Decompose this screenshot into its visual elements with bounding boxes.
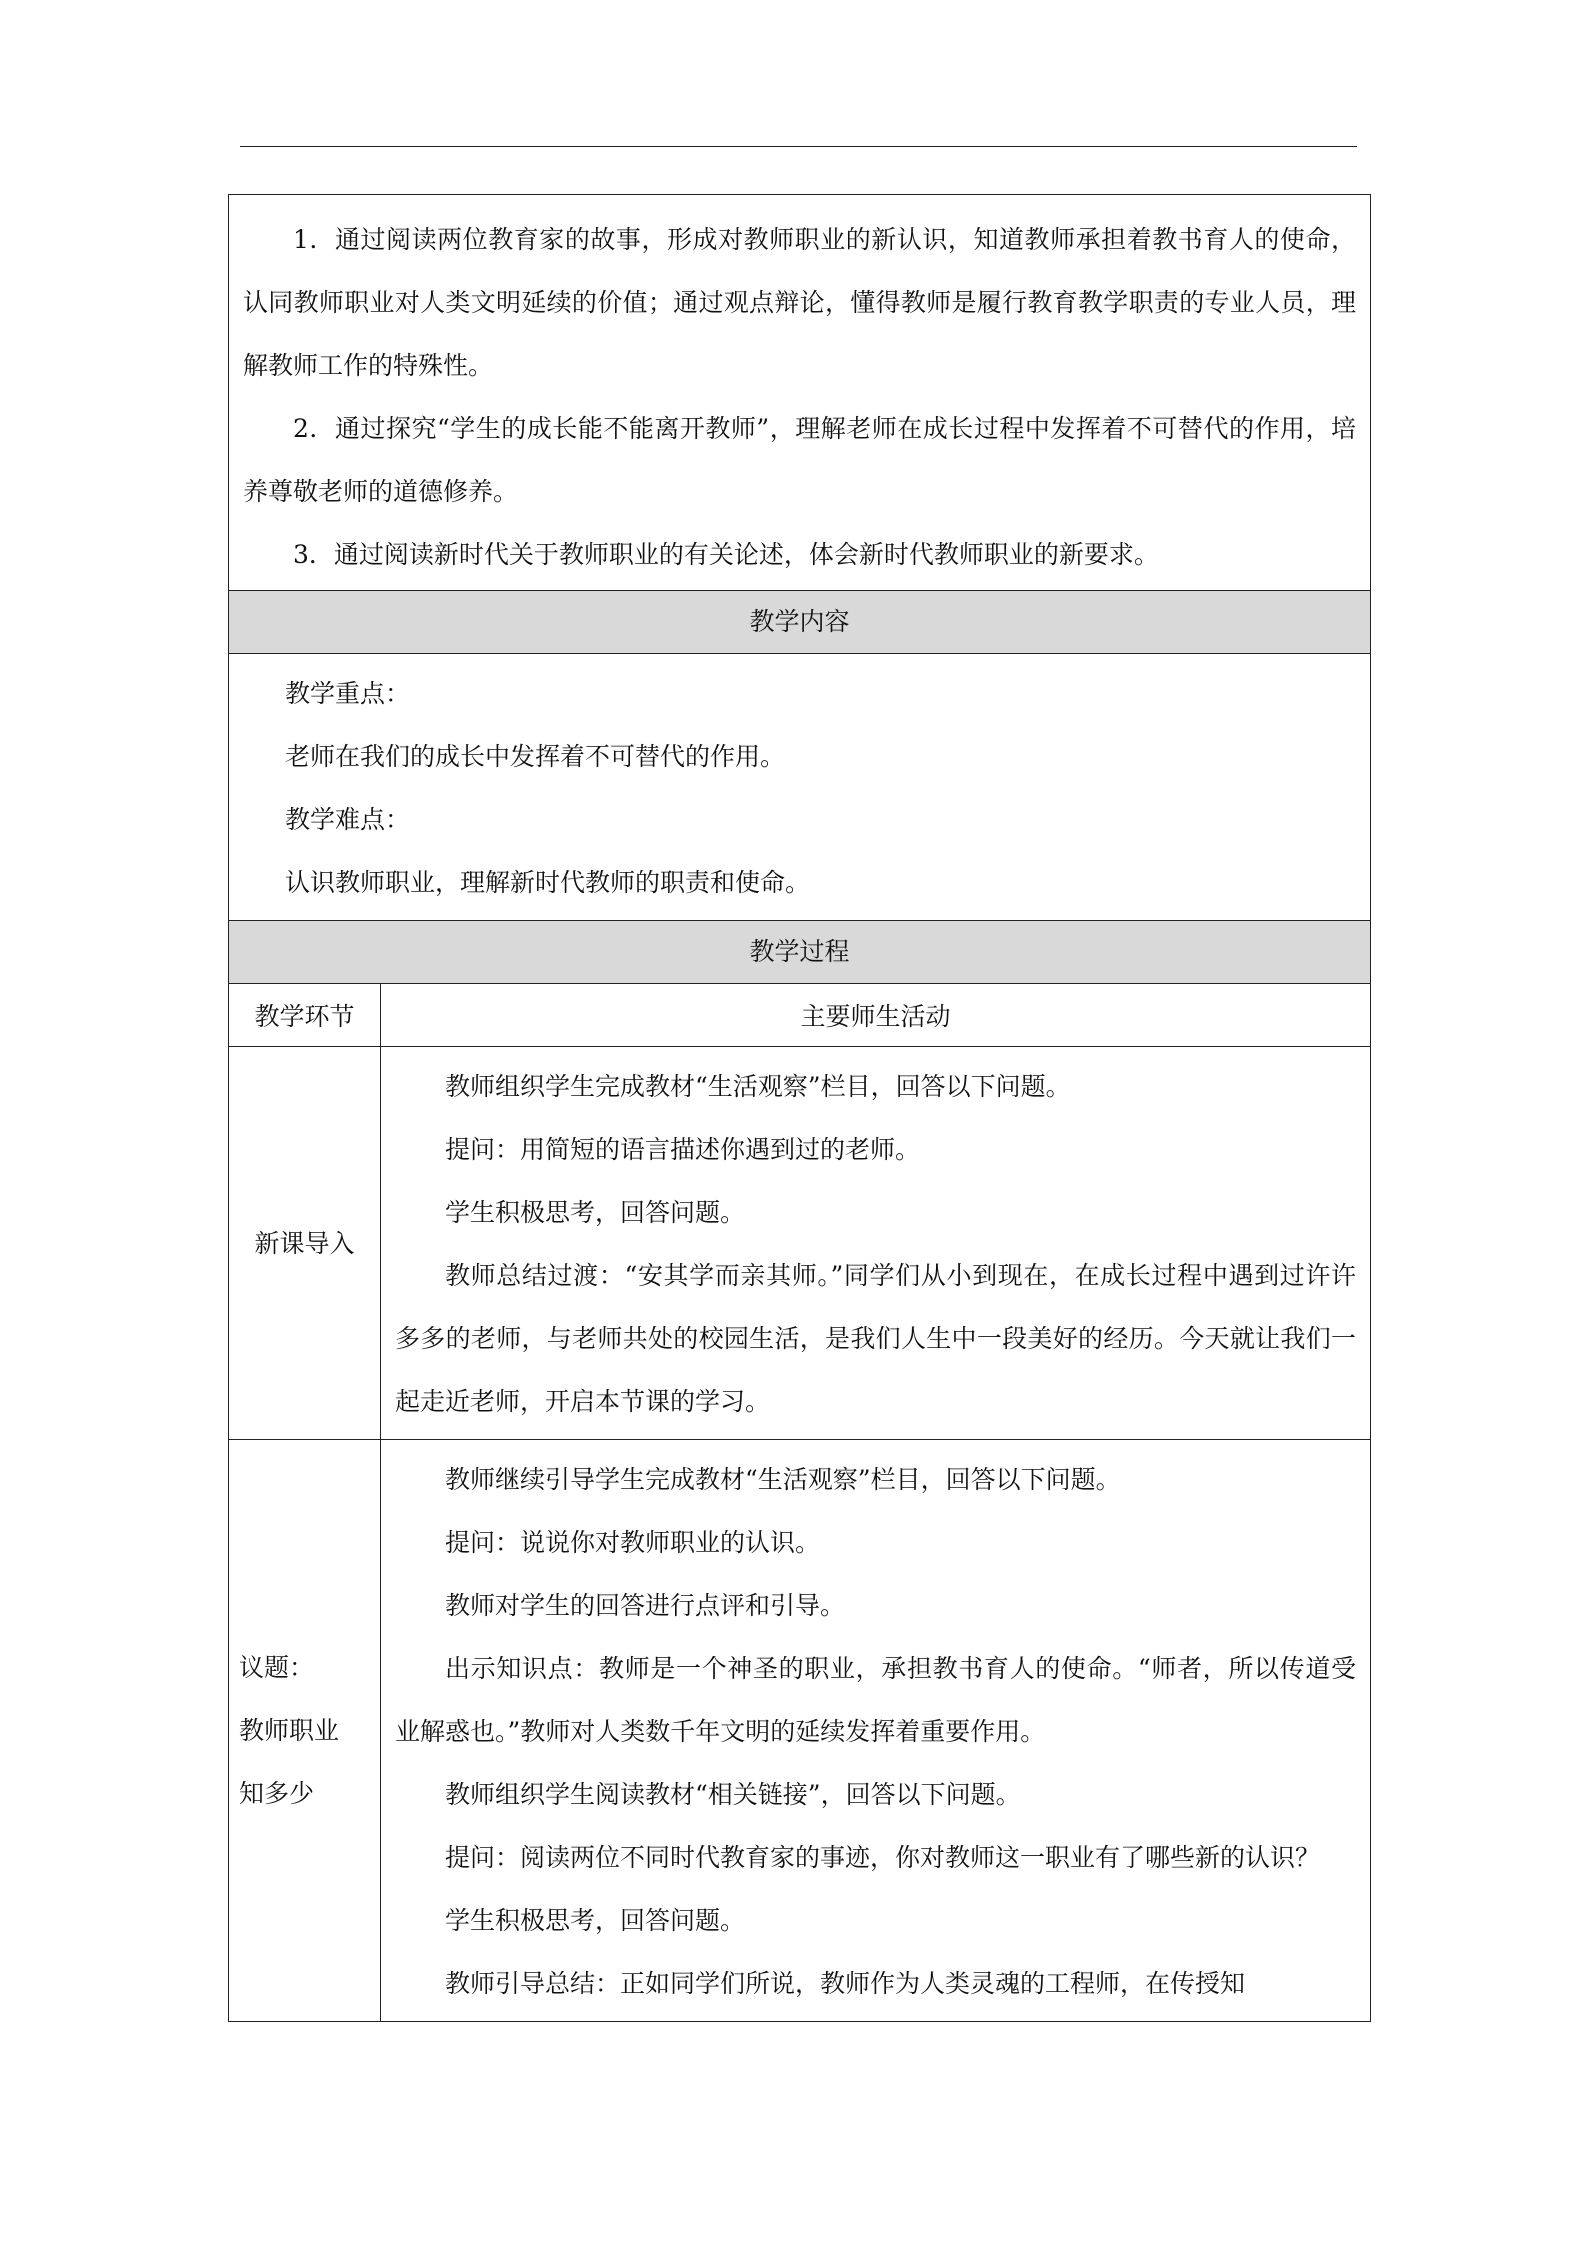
activity-paragraph: 提问：说说你对教师职业的认识。 — [445, 1528, 821, 1557]
stage-topic-line: 教师职业 — [239, 1716, 340, 1745]
stage-topic-line: 知多少 — [239, 1779, 315, 1808]
process-heading-row — [229, 921, 1371, 984]
header-rule — [240, 146, 1357, 147]
activity-paragraph: 学生积极思考，回答问题。 — [445, 1198, 746, 1227]
objective-2: 2．通过探究“学生的成长能不能离开教师”，理解老师在成长过程中发挥着不可替代的作用，培养尊敬老师的道德修养。 — [243, 414, 1357, 506]
activity-paragraph: 教师引导总结：正如同学们所说，教师作为人类灵魂的工程师，在传授知 — [445, 1969, 1246, 1998]
activity-paragraph: 学生积极思考，回答问题。 — [445, 1906, 746, 1935]
content-heading-row — [229, 591, 1371, 654]
content-row — [229, 654, 1371, 921]
activity-intro — [381, 1047, 1371, 1440]
process-heading: 教学过程 — [229, 921, 1371, 984]
activity-paragraph: 教师组织学生阅读教材“相关链接”，回答以下问题。 — [445, 1780, 1021, 1809]
objectives-cell — [229, 195, 1371, 591]
process-column-header-row — [229, 984, 1371, 1047]
activity-paragraph: 教师总结过渡：“安其学而亲其师。”同学们从小到现在，在成长过程中遇到过许许多多的老师，与老师共处的校园生活，是我们人生中一段美好的经历。今天就让我们一起走近老师，开启本节课的学习。 — [395, 1261, 1357, 1416]
objective-3: 3．通过阅读新时代关于教师职业的有关论述，体会新时代教师职业的新要求。 — [293, 540, 1159, 569]
lesson-plan-table — [228, 194, 1371, 2022]
stage-intro — [229, 1047, 381, 1440]
content-key-label: 教学重点： — [285, 679, 411, 708]
activity-topic — [381, 1440, 1371, 2022]
column-header-activity: 主要师生活动 — [381, 984, 1371, 1047]
content-difficulty-label: 教学难点： — [285, 805, 411, 834]
stage-intro-line: 新课导入 — [254, 1228, 355, 1258]
activity-paragraph: 教师组织学生完成教材“生活观察”栏目，回答以下问题。 — [445, 1072, 1071, 1101]
content-key-text: 老师在我们的成长中发挥着不可替代的作用。 — [285, 742, 786, 771]
content-difficulty-text: 认识教师职业，理解新时代教师的职责和使命。 — [285, 868, 811, 897]
stage-topic-line: 议题： — [239, 1653, 315, 1682]
process-row-topic — [229, 1440, 1371, 2022]
stage-topic — [229, 1440, 381, 2022]
process-row-intro — [229, 1047, 1371, 1440]
activity-paragraph: 教师继续引导学生完成教材“生活观察”栏目，回答以下问题。 — [445, 1465, 1121, 1494]
activity-paragraph: 提问：阅读两位不同时代教育家的事迹，你对教师这一职业有了哪些新的认识？ — [445, 1843, 1321, 1872]
activity-paragraph: 提问：用简短的语言描述你遇到过的老师。 — [445, 1135, 921, 1164]
activity-paragraph: 教师对学生的回答进行点评和引导。 — [445, 1591, 846, 1620]
content-cell — [229, 654, 1371, 921]
activity-paragraph: 出示知识点：教师是一个神圣的职业，承担教书育人的使命。“师者，所以传道受业解惑也。”教师对人类数千年文明的延续发挥着重要作用。 — [395, 1654, 1357, 1746]
content-heading: 教学内容 — [229, 591, 1371, 654]
objective-1: 1．通过阅读两位教育家的故事，形成对教师职业的新认识，知道教师承担着教书育人的使命，认同教师职业对人类文明延续的价值；通过观点辩论，懂得教师是履行教育教学职责的专业人员，理解教师工作的特殊性。 — [243, 225, 1357, 380]
column-header-stage: 教学环节 — [229, 984, 381, 1047]
objectives-row — [229, 195, 1371, 591]
